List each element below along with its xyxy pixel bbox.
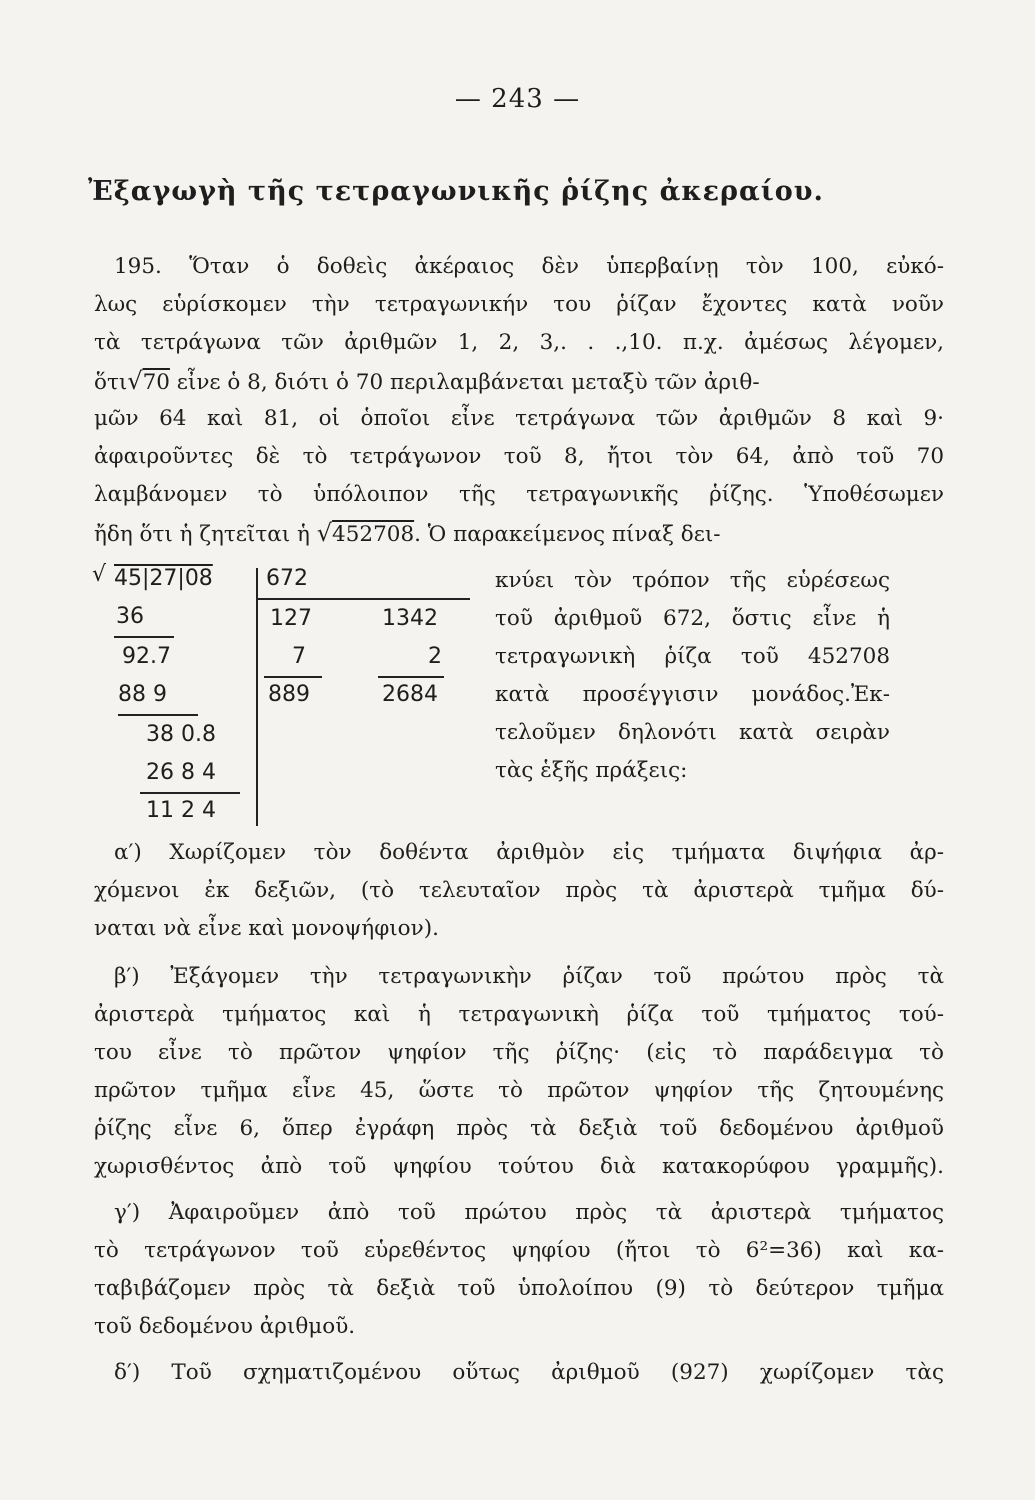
radical-sign: √ — [316, 519, 333, 547]
divisor: 1342 — [382, 606, 438, 631]
vertical-rule — [256, 568, 258, 826]
rule — [118, 714, 198, 716]
step-line: β′) Ἐξάγομεν τὴν τετραγωνικὴν ῥίζαν τοῦ πρώτου πρὸς τὰ — [114, 964, 944, 989]
text-line-with-radical: ἤδη ὅτι ἡ ζητεῖται ἡ √452708. Ὁ παρακείμενος πίναξ δει- — [94, 519, 721, 547]
page-number: — 243 — — [454, 84, 581, 114]
radical-sign: √ — [127, 367, 143, 395]
step-line: χωρισθέντος ἀπὸ τοῦ ψηφίου τούτου διὰ κατακορύφου γραμμῆς). — [94, 1154, 944, 1179]
step-line: ταβιβάζομεν πρὸς τὰ δεξιὰ τοῦ ὑπολοίπου (9) τὸ δεύτερον τμῆμα — [94, 1276, 944, 1301]
work-row: 38 0.8 — [146, 722, 216, 747]
step-line: γ′) Ἀφαιροῦμεν ἀπὸ τοῦ πρώτου πρὸς τὰ ἀριστερὰ τμήματος — [114, 1200, 944, 1225]
work-row: 11 2 4 — [146, 798, 216, 823]
text-line: λως εὑρίσκομεν τὴν τετραγωνικήν του ῥίζαν ἔχοντες κατὰ νοῦν — [94, 292, 944, 317]
divisor: 127 — [270, 606, 312, 631]
text-line: μῶν 64 καὶ 81, οἱ ὁποῖοι εἶνε τετράγωνα τῶν ἀριθμῶν 8 καὶ 9· — [94, 406, 944, 431]
step-line: ναται νὰ εἶνε καὶ μονοψήφιον). — [94, 916, 439, 941]
root-value: 672 — [266, 566, 308, 591]
side-text-line: κνύει τὸν τρόπον τῆς εὑρέσεως — [495, 568, 890, 593]
rule — [256, 598, 470, 600]
step-line: ῥίζης εἶνε 6, ὅπερ ἐγράφη πρὸς τὰ δεξιὰ τοῦ δεδομένου ἀριθμοῦ — [94, 1116, 944, 1141]
side-text-line: τελοῦμεν δηλονότι κατὰ σειρὰν — [495, 720, 890, 745]
radicand: 70 — [142, 370, 170, 395]
text-line-with-radical: ὅτι√70 εἶνε ὁ 8, διότι ὁ 70 περιλαμβάνεται μεταξὺ τῶν ἀριθ- — [94, 367, 760, 395]
digit: 7 — [292, 644, 306, 669]
step-line: χόμενοι ἐκ δεξιῶν, (τὸ τελευταῖον πρὸς τὰ ἀριστερὰ τμῆμα δύ- — [94, 878, 944, 903]
step-line: πρῶτον τμῆμα εἶνε 45, ὥστε τὸ πρῶτον ψηφίον τῆς ζητουμένης — [94, 1078, 944, 1103]
step-line: ἀριστερὰ τμήματος καὶ ἡ τετραγωνικὴ ῥίζα τοῦ τμήματος τού- — [94, 1002, 944, 1027]
text-line: λαμβάνομεν τὸ ὑπόλοιπον τῆς τετραγωνικῆς ῥίζης. Ὑποθέσωμεν — [94, 482, 944, 507]
rule — [264, 676, 322, 678]
step-line: α′) Χωρίζομεν τὸν δοθέντα ἀριθμὸν εἰς τμήματα διψήφια ἀρ- — [114, 840, 944, 865]
work-row: 88 9 — [118, 682, 167, 707]
side-text-line: κατὰ προσέγγισιν μονάδος.Ἐκ- — [495, 682, 890, 707]
text-line: 195. Ὅταν ὁ δοθεὶς ἀκέραιος δὲν ὑπερβαίνῃ τὸν 100, εὐκό- — [114, 254, 944, 279]
side-text-line: τοῦ ἀριθμοῦ 672, ὅστις εἶνε ἡ — [495, 606, 890, 631]
work-radicand: 45|27|08 — [114, 566, 213, 591]
product: 889 — [268, 682, 310, 707]
step-line: του εἶνε τὸ πρῶτον ψηφίον τῆς ῥίζης· (εἰς τὸ παράδειγμα τὸ — [94, 1040, 944, 1065]
step-line: τὸ τετράγωνον τοῦ εὑρεθέντος ψηφίου (ἤτοι τὸ 6²=36) καὶ κα- — [94, 1238, 944, 1263]
text-line: τὰ τετράγωνα τῶν ἀριθμῶν 1, 2, 3,. . .,10. π.χ. ἀμέσως λέγομεν, — [94, 330, 944, 355]
rule — [114, 636, 174, 638]
digit: 2 — [428, 644, 442, 669]
side-text-line: τετραγωνικὴ ῥίζα τοῦ 452708 — [495, 644, 890, 669]
product: 2684 — [382, 682, 438, 707]
rule — [378, 676, 444, 678]
work-row: 36 — [116, 604, 144, 629]
side-text-line: τὰς ἑξῆς πράξεις: — [495, 758, 688, 783]
step-line: τοῦ δεδομένου ἀριθμοῦ. — [94, 1314, 356, 1339]
work-row: 92.7 — [122, 644, 171, 669]
rule — [140, 792, 240, 794]
step-line: δ′) Τοῦ σχηματιζομένου οὕτως ἀριθμοῦ (927) χωρίζομεν τὰς — [114, 1360, 944, 1385]
work-row: 26 8 4 — [146, 760, 216, 785]
radical-sign: √ — [92, 562, 107, 587]
text-line: ἀφαιροῦντες δὲ τὸ τετράγωνον τοῦ 8, ἤτοι τὸν 64, ἀπὸ τοῦ 70 — [94, 444, 944, 469]
radicand: 452708 — [332, 522, 415, 547]
section-title: Ἐξαγωγὴ τῆς τετραγωνικῆς ῥίζης ἀκεραίου. — [88, 176, 824, 207]
